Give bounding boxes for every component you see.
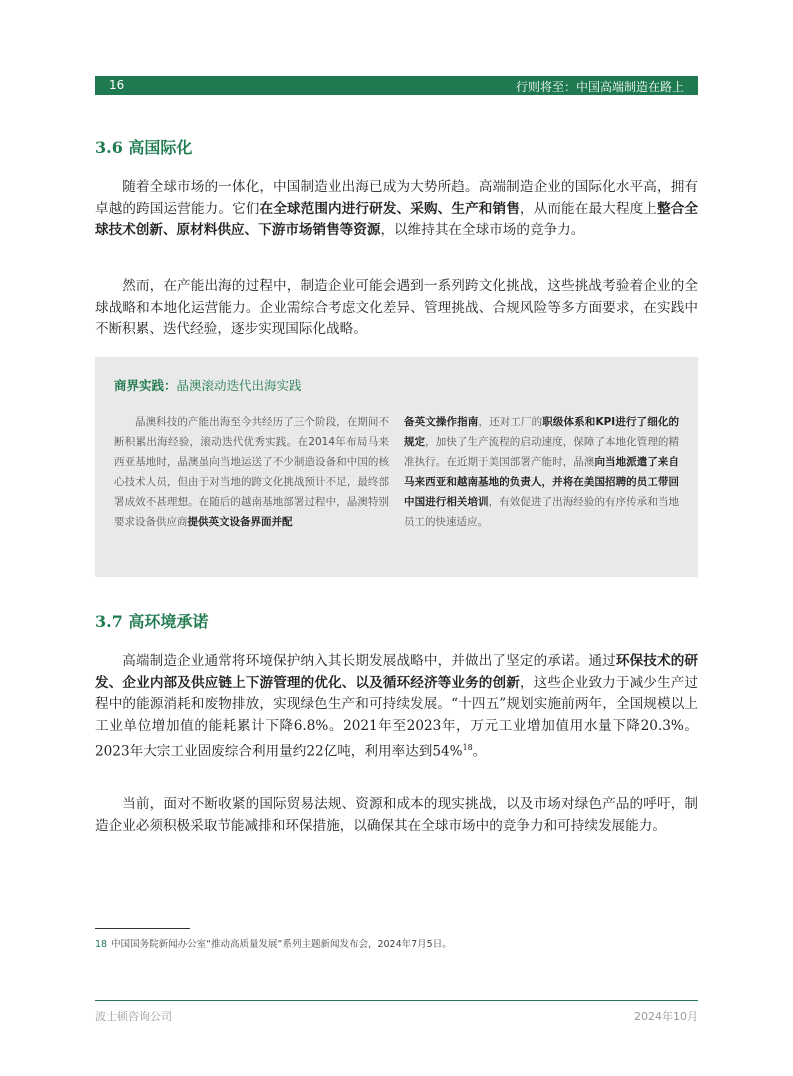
text-run: ，有效促进了出海经验的有序传承和当地员工的快速适应。 [404,496,679,528]
text-run: 。 [472,743,487,760]
case-column-left [114,412,389,532]
emphasis-text: 备英文操作指南 [404,416,479,428]
paragraph [95,177,698,242]
paragraph [95,794,698,837]
emphasis-text: 环保技术的研发、企业内部及供应链上下游管理的优化、以及循环经济等业务的创新 [95,653,699,691]
emphasis-text: 向当地派遣了来自马来西亚和越南基地的负责人，并将在美国招聘的员工带回中国进行相关培训 [404,456,680,508]
text-run: ，从而能在最大程度上 [519,200,657,217]
case-heading: 晶澳滚动迭代出海实践 [176,378,302,393]
text-run: ，这些企业致力于减少生产过程中的能源消耗和废物排放，实现绿色生产和可持续发展。“十四五”规划实施前两年，全国规模以上工业单位增加值的能耗累计下降6.8%。2021年至2023年，万元工业增加值用水量下降20.3%。2023年大宗工业固废综合利用量约22亿吨，利用率达到54% [95,674,699,760]
page-number: 16 [109,78,125,92]
emphasis-text: 整合全球技术创新、原材料供应、下游市场销售等资源 [95,200,699,238]
footer-company: 波士顿咨询公司 [95,1010,172,1023]
text-run: 然而，在产能出海的过程中，制造企业可能会遇到一系列跨文化挑战，这些挑战考验着企业的全球战略和本地化运营能力。企业需综合考虑文化差异、管理挑战、合规风险等多方面要求，在实践中不断积累、迭代经验，逐步实现国际化战略。 [95,278,698,337]
section-title-3-6: 3.6 高国际化 [95,138,193,157]
paragraph [95,651,698,763]
footer-date: 2024年10月 [634,1010,698,1023]
footnote-divider [95,928,190,929]
emphasis-text: 职级体系和KPI进行了细化的规定 [404,416,679,448]
footer-divider [95,1000,698,1001]
header-bar [95,76,698,95]
footnote-ref: 18 [462,743,473,752]
case-column-right [404,412,679,532]
section-title-3-7: 3.7 高环境承诺 [95,612,209,631]
footnote-text: 中国国务院新闻办公室“推动高质量发展”系列主题新闻发布会，2024年7月5日。 [111,939,452,950]
text-run: 高端制造企业通常将环境保护纳入其长期发展战略中，并做出了坚定的承诺。通过 [122,653,616,669]
case-study-title [114,376,302,394]
case-study-box [95,357,698,577]
emphasis-text: 提供英文设备界面并配 [187,516,293,528]
text-run: 晶澳科技的产能出海至今共经历了三个阶段，在期间不断积累出海经验，滚动迭代优秀实践。在2014年布局马来西亚基地时，晶澳虽向当地运送了不少制造设备和中国的核心技术人员，但由于对当地的跨文化挑战预计不足，最终部署成效不甚理想。在随后的越南基地部署过程中，晶澳特别要求设备供应商 [114,416,389,528]
text-run: 当前，面对不断收紧的国际贸易法规、资源和成本的现实挑战，以及市场对绿色产品的呼吁，制造企业必须积极采取节能减排和环保措施，以确保其在全球市场中的竞争力和可持续发展能力。 [95,796,698,834]
footnote-number: 18 [95,939,108,950]
report-title: 行则将至：中国高端制造在路上 [515,80,684,94]
footnote [95,936,452,950]
emphasis-text: 在全球范围内进行研发、采购、生产和销售 [259,200,520,217]
case-label: 商界实践： [114,378,177,393]
text-run: 随着全球市场的一体化，中国制造业出海已成为大势所趋。高端制造企业的国际化水平高，拥有卓越的跨国运营能力。它们 [95,179,698,217]
text-run: ，还对工厂的 [478,416,543,428]
paragraph [95,276,698,341]
text-run: ，加快了生产流程的启动速度，保障了本地化管理的精准执行。在近期于美国部署产能时，晶澳 [404,436,680,468]
text-run: ，以维持其在全球市场的竞争力。 [380,222,585,238]
